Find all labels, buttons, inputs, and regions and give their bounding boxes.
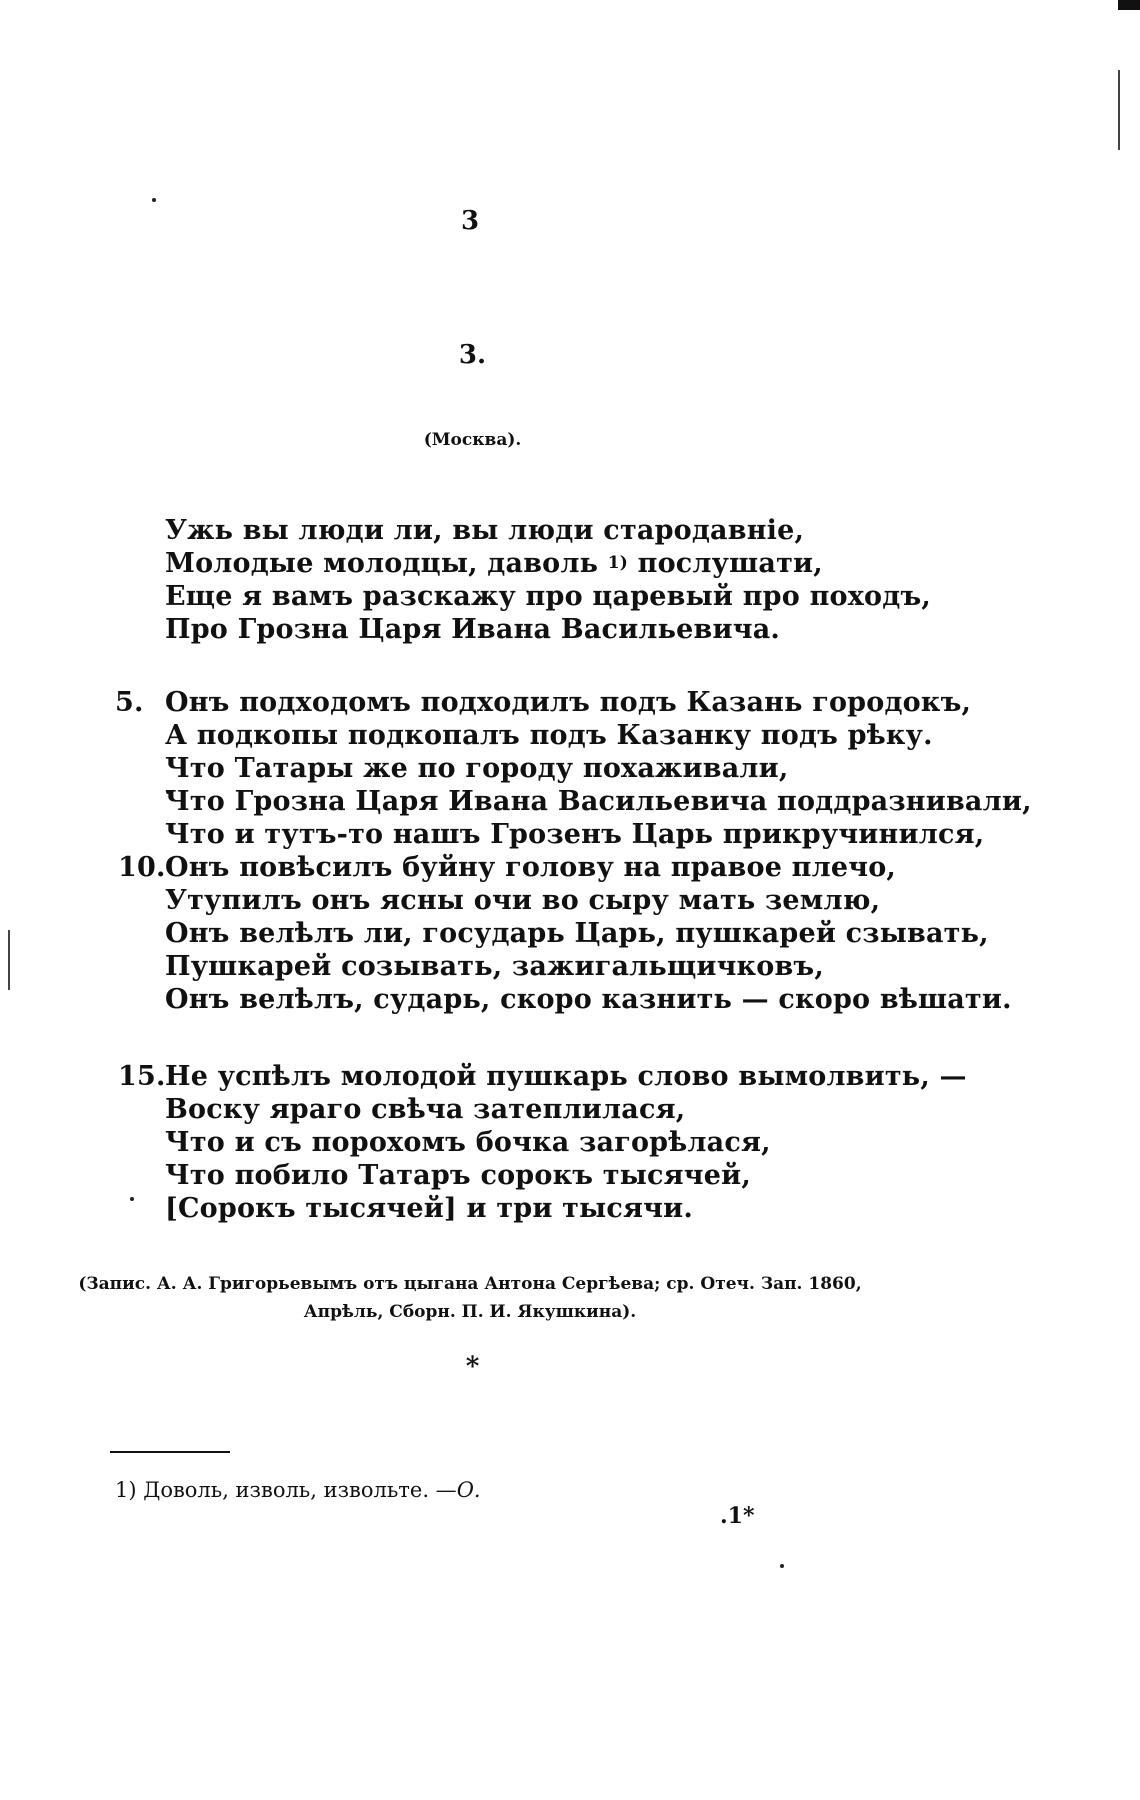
section-asterisk: * xyxy=(465,1352,480,1382)
verse-text: [Сорокъ тысячей] и три тысячи. xyxy=(165,1193,693,1224)
verse-line xyxy=(0,613,1000,646)
song-number: 3. xyxy=(458,340,487,370)
stanza-2 xyxy=(0,686,1032,1016)
footnote-attribution: О. xyxy=(456,1478,481,1502)
footnote xyxy=(115,1478,481,1502)
verse-text: Что и тутъ-то нашъ Грозенъ Царь прикручинился, xyxy=(165,819,985,850)
verse-line xyxy=(0,1192,1000,1225)
verse-text: Онъ велѣлъ ли, государь Царь, пушкарей сзывать, xyxy=(165,918,989,949)
footnote-rule xyxy=(110,1451,230,1453)
line-number: 10. xyxy=(118,852,166,883)
verse-text: Не успѣлъ молодой пушкарь слово вымолвить, — xyxy=(165,1061,967,1092)
source-note-line-1: (Запис. А. А. Григорьевымъ отъ цыгана Антона Сергѣева; ср. Отеч. Зап. 1860, xyxy=(78,1274,862,1294)
verse-line xyxy=(0,752,1000,785)
verse-line xyxy=(0,818,1000,851)
verse-line xyxy=(0,785,1032,818)
verse-line xyxy=(0,950,1000,983)
verse-line xyxy=(0,917,1000,950)
verse-line xyxy=(0,1159,1000,1192)
footnote-reference: 1) xyxy=(607,553,629,573)
verse-text: Онъ повѣсилъ буйну голову на правое плечо, xyxy=(165,852,897,883)
verse-text: Что Грозна Царя Ивана Васильевича поддразнивали, xyxy=(165,786,1032,817)
verse-line xyxy=(0,884,1000,917)
verse-text: Что побило Татаръ сорокъ тысячей, xyxy=(165,1160,751,1191)
verse-line xyxy=(0,1093,1000,1126)
verse-line xyxy=(0,1060,1000,1093)
verse-text: А подкопы подкопалъ подъ Казанку подъ рѣку. xyxy=(165,720,933,751)
verse-line xyxy=(0,686,1000,719)
source-note xyxy=(0,1270,940,1326)
footnote-marker: 1) xyxy=(115,1478,137,1502)
ink-speck xyxy=(152,198,156,202)
stanza-3 xyxy=(0,1060,1000,1225)
verse-line xyxy=(0,514,1000,547)
verse-text-with-footnote xyxy=(165,547,823,580)
footnote-text: Доволь, изволь, извольте. — xyxy=(143,1478,457,1502)
song-location: (Москва). xyxy=(423,430,522,450)
signature-mark: .1* xyxy=(720,1503,755,1529)
verse-text: Что Татары же по городу похаживали, xyxy=(165,753,789,784)
verse-line xyxy=(0,547,1000,580)
ink-speck xyxy=(780,1564,784,1568)
verse-text: Ужь вы люди ли, вы люди стародавніе, xyxy=(165,515,805,546)
verse-text: Что и съ порохомъ бочка загорѣлася, xyxy=(165,1127,771,1158)
verse-text: Пушкарей созывать, зажигальщичковъ, xyxy=(165,951,824,982)
line-number: 15. xyxy=(118,1061,166,1092)
verse-text: Утупилъ онъ ясны очи во сыру мать землю, xyxy=(165,885,881,916)
page-number: 3 xyxy=(460,206,480,236)
verse-text: Еще я вамъ разскажу про царевый про походъ, xyxy=(165,581,931,612)
verse-line xyxy=(0,580,1000,613)
verse-text: Про Грозна Царя Ивана Васильевича. xyxy=(165,614,780,645)
page-edge-mark xyxy=(1118,0,1140,10)
stanza-1 xyxy=(0,514,1000,646)
verse-text: Воску яраго свѣча затеплилася, xyxy=(165,1094,686,1125)
page-edge-line xyxy=(1118,70,1120,150)
line-number: 5. xyxy=(115,687,144,718)
verse-line xyxy=(0,983,1012,1016)
verse-text-continued: послушати, xyxy=(637,548,823,579)
source-note-line-2: Апрѣль, Сборн. П. И. Якушкина). xyxy=(303,1302,637,1322)
verse-text: Молодые молодцы, даволь xyxy=(165,548,599,579)
verse-line xyxy=(0,719,1000,752)
verse-text: Онъ велѣлъ, сударь, скоро казнить — скоро вѣшати. xyxy=(165,984,1012,1015)
verse-line xyxy=(0,851,1000,884)
verse-line xyxy=(0,1126,1000,1159)
verse-text: Онъ подходомъ подходилъ подъ Казань городокъ, xyxy=(165,687,972,718)
